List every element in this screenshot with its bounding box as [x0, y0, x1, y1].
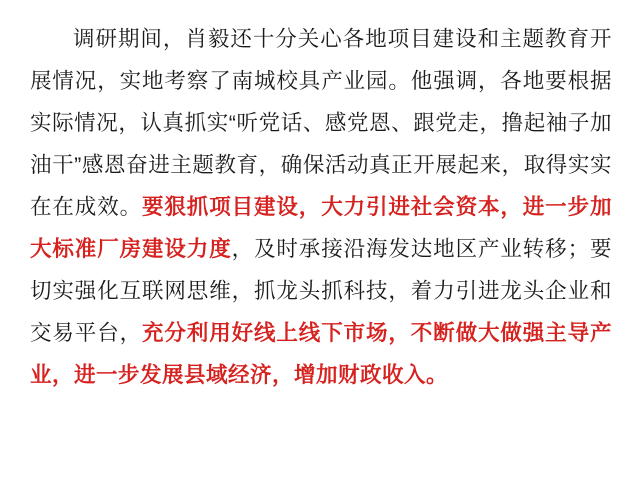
paragraph-segment-normal-1: 调研期间，肖毅还十分关心各地项目建设和主题教育开展情况，实地考察了南城校具产业园。他强调，各地要根据实际情况，认真抓实“听党话、感党恩、跟党走，撸起袖子加油干”感恩奋进主题教育，确保活动真正开展起来，取得实实在在成效。 [30, 27, 612, 219]
paragraph-segment-highlight-1: 要狠抓项目建设，大力引进社会资本，进一步加大标准厂房建设力度 [30, 195, 612, 261]
paragraph-segment-highlight-2: 充分利用好线上线下市场，不断做大做强主导产业，进一步发展县域经济，增加财政收入。 [30, 321, 612, 387]
article-paragraph [30, 18, 612, 396]
paragraph-segment-normal-2: ，及时承接沿海发达地区产业转移；要切实强化互联网思维，抓龙头抓科技，着力引进龙头企业和交易平台， [30, 237, 612, 345]
